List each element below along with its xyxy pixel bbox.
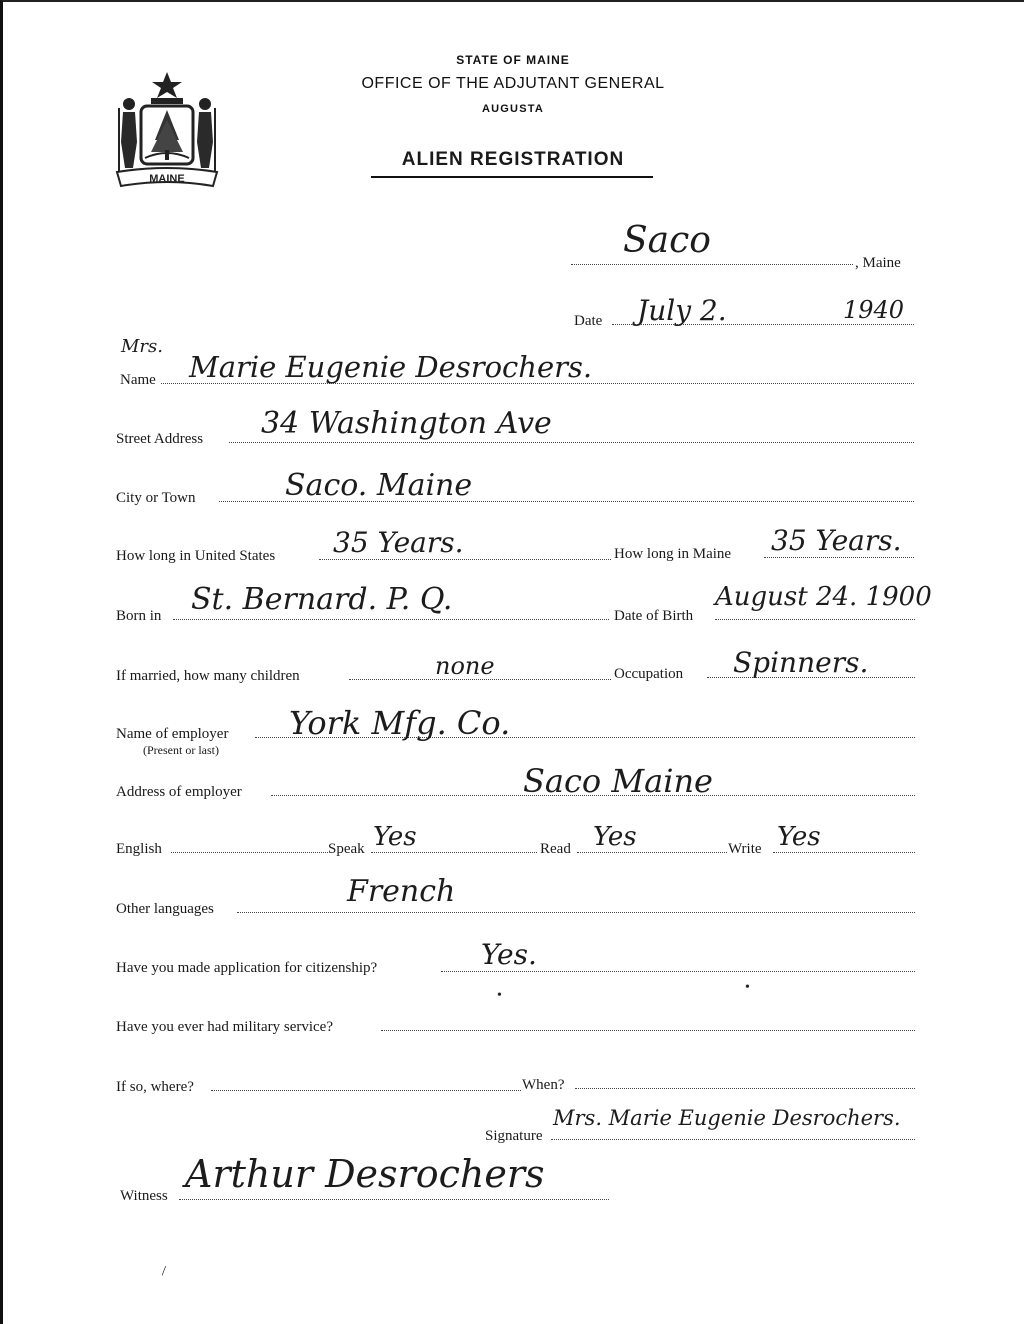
place-suffix-label: , Maine [855,255,901,271]
years-maine-line [764,557,914,558]
speak-line [371,852,537,853]
city-label: City or Town [116,490,196,506]
other-languages-label: Other languages [116,901,214,917]
read-line [577,852,727,853]
state-heading: STATE OF MAINE [456,53,570,67]
employer-sublabel: (Present or last) [143,743,219,757]
write-label: Write [728,841,762,857]
date-label: Date [574,313,603,329]
where-line [211,1090,521,1091]
signature-label: Signature [485,1128,543,1144]
place-value[interactable]: Saco [623,220,711,261]
office-heading: OFFICE OF THE ADJUTANT GENERAL [361,75,665,92]
street-address-value[interactable]: 34 Washington Ave [261,406,552,441]
signature-value[interactable]: Mrs. Marie Eugenie Desrochers. [553,1106,901,1130]
where-label: If so, where? [116,1079,194,1095]
form-title: ALIEN REGISTRATION [401,149,625,170]
born-in-value[interactable]: St. Bernard. P. Q. [191,582,453,617]
read-value[interactable]: Yes [593,822,637,852]
when-label: When? [522,1077,565,1093]
street-address-line [229,442,914,443]
dob-line [715,619,915,620]
signature-line [551,1139,915,1140]
born-in-label: Born in [116,608,162,624]
children-label: If married, how many children [116,668,300,684]
employer-label: Name of employer [116,726,229,742]
name-label: Name [120,372,156,388]
dob-label: Date of Birth [614,608,694,624]
city-value[interactable]: Saco. Maine [285,468,473,503]
write-value[interactable]: Yes [777,822,821,852]
citizenship-line [441,971,915,972]
name-prefix[interactable]: Mrs. [121,336,163,357]
dob-value[interactable]: August 24. 1900 [715,582,932,612]
years-us-value[interactable]: 35 Years. [333,526,464,559]
read-label: Read [540,841,571,857]
witness-value[interactable]: Arthur Desrochers [185,1152,545,1196]
military-service-line [381,1030,915,1031]
speak-label: Speak [328,841,365,857]
city-heading: AUGUSTA [482,103,544,115]
employer-address-value[interactable]: Saco Maine [523,762,713,800]
employer-value[interactable]: York Mfg. Co. [289,704,511,742]
when-line [575,1088,915,1089]
date-year-value[interactable]: 1940 [843,296,905,324]
years-us-label: How long in United States [116,548,276,564]
street-address-label: Street Address [116,431,204,447]
english-line [171,852,328,853]
place-line [571,264,853,265]
ink-speck: • [745,980,750,995]
other-languages-line [237,912,915,913]
ink-speck: • [497,988,502,1003]
ink-stroke: \ [156,1264,170,1279]
military-service-label: Have you ever had military service? [116,1019,333,1035]
occupation-value[interactable]: Spinners. [733,646,869,679]
witness-label: Witness [120,1188,168,1204]
seal-banner-text: MAINE [149,173,185,185]
state-seal-icon [111,68,223,190]
years-us-line [319,559,611,560]
witness-line [179,1199,609,1200]
years-maine-value[interactable]: 35 Years. [771,524,902,557]
occupation-label: Occupation [614,666,684,682]
citizenship-value[interactable]: Yes. [481,938,537,971]
name-value[interactable]: Marie Eugenie Desrochers. [189,350,593,384]
english-label: English [116,841,162,857]
children-value[interactable]: none [435,652,495,680]
date-value[interactable]: July 2. [637,294,727,327]
citizenship-label: Have you made application for citizenship? [116,960,378,976]
title-underline [371,176,653,178]
speak-value[interactable]: Yes [373,822,417,852]
other-languages-value[interactable]: French [347,874,456,909]
employer-address-label: Address of employer [116,784,242,800]
write-line [773,852,915,853]
born-in-line [173,619,609,620]
years-maine-label: How long in Maine [614,546,732,562]
